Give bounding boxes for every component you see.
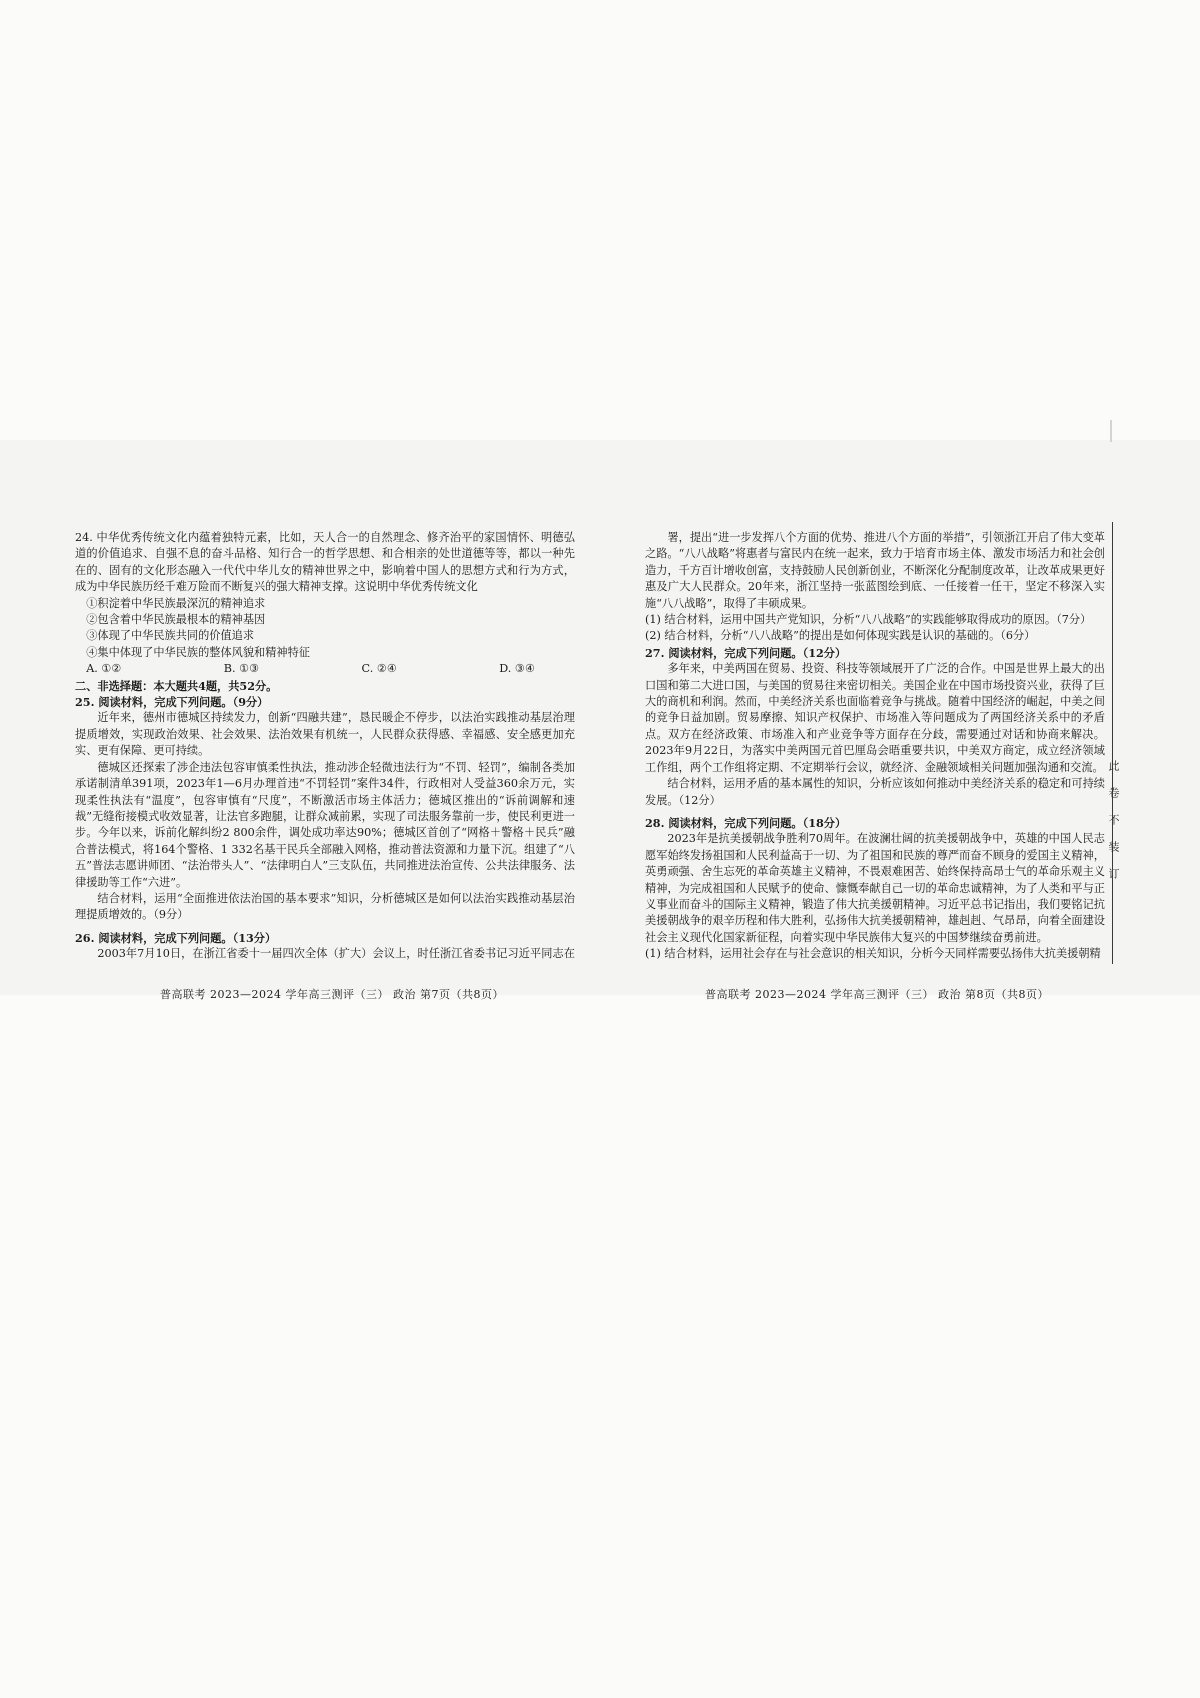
- q27-heading: 27. 阅读材料，完成下列问题。（12分）: [645, 645, 847, 660]
- q26-para-1: 2003年7月10日，在浙江省委十一届四次全体（扩大）会议上，时任浙江省委书记习近平同志在: [97, 947, 575, 960]
- q26-sub-2: (2) 结合材料，分析“八八战略”的提出是如何体现实践是认识的基础的。（6分）: [645, 629, 1036, 643]
- edge-mark: [1110, 420, 1112, 442]
- binding-line: [1112, 522, 1113, 964]
- page-7-footer: 普高联考 2023—2024 学年高三测评（三） 政治 第7页（共8页）: [160, 988, 504, 1001]
- q26-heading: 26. 阅读材料，完成下列问题。（13分）: [75, 930, 277, 945]
- q26-continued: 署，提出“进一步发挥八个方面的优势、推进八个方面的举措”，引领浙江开启了伟大变革之路。“八八战略”将惠者与富民内在统一起来，致力于培育市场主体、激发市场活力和社会创造力，千方百计增收创富，支持鼓励人民创新创业，不断深化分配制度改革，让改革成果更好惠及广大人民群众。20年来，浙江坚持一张蓝图绘到底、一任接着一任干，坚定不移深入实施“八八战略”，取得了丰硕成果。: [645, 531, 1105, 610]
- q28-heading: 28. 阅读材料，完成下列问题。（18分）: [645, 815, 847, 830]
- binding-label: [1118, 760, 1132, 895]
- q28-para: 2023年是抗美援朝战争胜利70周年。在波澜壮阔的抗美援朝战争中，英雄的中国人民志愿军始终发扬祖国和人民利益高于一切、为了祖国和民族的尊严而奋不顾身的爱国主义精神，英勇顽强、舍生忘死的革命英雄主义精神，不畏艰难困苦、始终保持高昂士气的革命乐观主义精神，为完成祖国和人民赋予的使命、慷慨奉献自己一切的革命忠诚精神，为了人类和平与正义事业而奋斗的国际主义精神，锻造了伟大抗美援朝精神。习近平总书记指出，我们要铭记抗美援朝战争的艰辛历程和伟大胜利，弘扬伟大抗美援朝精神，雄赳赳、气昂昂，向着全面建设社会主义现代化国家新征程，向着实现中华民族伟大复兴的中国梦继续奋勇前进。: [645, 832, 1105, 944]
- q25-para-2: 德城区还探索了涉企违法包容审慎柔性执法，推动涉企轻微违法行为“不罚、轻罚”，编制各类加承诺制清单391项，2023年1—6月办理首违“不罚轻罚”案件34件，行政相对人受益360余万元，实现柔性执法有“温度”，包容审慎有“尺度”，不断激活市场主体活力；德城区推出的“诉前调解和速裁”无缝衔接模式收效显著，让法官多跑腿，让群众减前累，实现了司法服务靠前一步，使民利更进一步。今年以来，诉前化解纠纷2 800余件，调处成功率达90%；德城区首创了“网格＋警格＋民兵”融合普法模式，将164个警格、1 332名基干民兵全部融入网格，推动普法资源和力量下沉。组建了“八五”普法志愿讲师团、“法治带头人”、“法律明白人”三支队伍，共同推进法治宣传、公共法律服务、法律援助等工作“六进”。: [75, 760, 575, 889]
- q25-task: 结合材料，运用“全面推进依法治国的基本要求”知识，分析德城区是如何以法治实践推动基层治理提质增效的。（9分）: [75, 891, 575, 922]
- q24-option-4: ④集中体现了中华民族的整体风貌和精神特征: [86, 645, 310, 659]
- q24-choice-d: D. ③④: [499, 662, 535, 676]
- q25-heading: 25. 阅读材料，完成下列问题。（9分）: [75, 695, 269, 710]
- q24-option-3: ③体现了中华民族共同的价值追求: [86, 629, 255, 643]
- q24-choice-a: A. ①②: [86, 662, 122, 676]
- q27-para: 多年来，中美两国在贸易、投资、科技等领域展开了广泛的合作。中国是世界上最大的出口国和第二大进口国，与美国的贸易往来密切相关。美国企业在中国市场投资兴业，获得了巨大的商机和利润。然而，中美经济关系也面临着竞争与挑战。随着中国经济的崛起，中美之间的竞争日益加剧。贸易摩擦、知识产权保护、市场准入等问题成为了两国经济关系中的矛盾点。双方在经济政策、市场准入和产业竞争等方面存在分歧，需要通过对话和协商来解决。2023年9月22日，为落实中美两国元首巴厘岛会晤重要共识，中美双方商定，成立经济领域工作组，两个工作组将定期、不定期举行会议，就经济、金融领域相关问题加强沟通和交流。: [645, 662, 1105, 774]
- page-8-footer: 普高联考 2023—2024 学年高三测评（三） 政治 第8页（共8页）: [705, 988, 1049, 1001]
- q25-para-1: 近年来，德州市德城区持续发力，创新“四融共建”，恳民暖企不停步，以法治实践推动基层治理提质增效，实现政治效果、社会效果、法治效果有机统一，人民群众获得感、幸福感、安全感更加充实、更有保障、更可持续。: [75, 711, 575, 758]
- page-8: [645, 530, 1105, 960]
- q24-option-2: ②包含着中华民族最根本的精神基因: [86, 613, 266, 627]
- q24-choices: [75, 661, 575, 677]
- q27-task: 结合材料，运用矛盾的基本属性的知识，分析应该如何推动中美经济关系的稳定和可持续发展。（12分）: [645, 777, 1105, 807]
- page-7: [75, 530, 575, 960]
- q24-choice-b: B. ①③: [223, 662, 260, 676]
- q24-stem: 24. 中华优秀传统文化内蕴着独特元素，比如，天人合一的自然理念、修齐治平的家国情怀、明德弘道的价值追求、自强不息的奋斗品格、知行合一的哲学思想、和合相亲的处世道德等等，都以一种先在的、固有的文化形态融入一代代中华儿女的精神世界之中，影响着中国人的思想方式和行为方式，成为中华民族历经千难万险而不断复兴的强大精神支撑。这说明中华优秀传统文化: [75, 531, 575, 594]
- q24-choice-c: C. ②④: [361, 662, 397, 676]
- q28-sub-1: (1) 结合材料，运用社会存在与社会意识的相关知识，分析今天同样需要弘扬伟大抗美援朝精: [645, 947, 1101, 960]
- section2-heading: 二、非选择题：本大题共4题，共52分。: [75, 678, 278, 693]
- q26-sub-1: (1) 结合材料，运用中国共产党知识，分析“八八战略”的实践能够取得成功的原因。（7分）: [645, 613, 1092, 627]
- q24-option-1: ①积淀着中华民族最深沉的精神追求: [86, 596, 266, 610]
